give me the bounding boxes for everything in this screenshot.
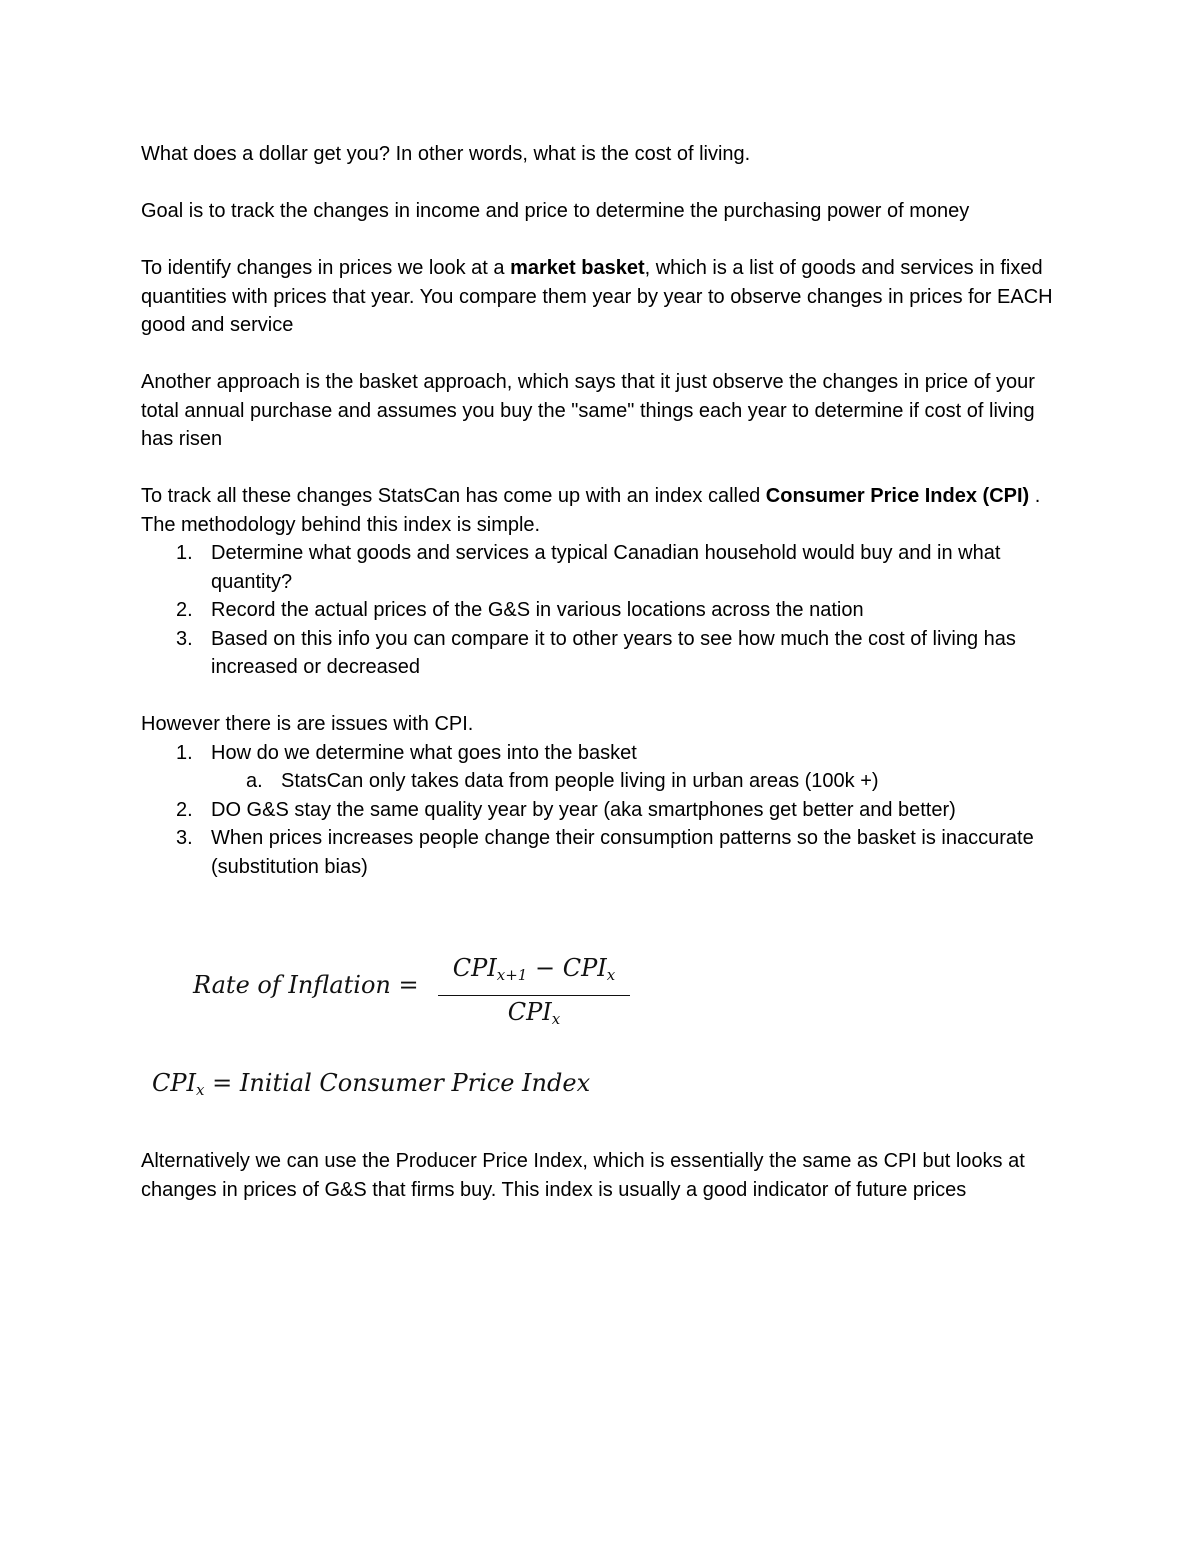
list-item-text: Determine what goods and services a typical Canadian household would buy and in what quantity? (211, 542, 1001, 593)
formula-lhs: Rate of Inflation = (193, 971, 419, 999)
sub-list-item-letter: a. (246, 770, 263, 792)
cpi-text-after: . The methodology behind this index is simple. (141, 485, 1041, 536)
list-item (141, 796, 1066, 825)
cpi-definition-formula (152, 1067, 590, 1106)
denominator-subscript: x (551, 1010, 561, 1028)
formula-denominator (438, 996, 630, 1035)
producer-price-index-section (141, 1147, 1066, 1204)
cpi-paragraph (141, 482, 1066, 539)
cpi-methodology-list (141, 539, 1066, 682)
list-item-number: 3. (176, 627, 193, 650)
list-item-text: Based on this info you can compare it to other years to see how much the cost of living has increased or decreased (211, 627, 1016, 678)
cpi-issues-list (141, 739, 1066, 882)
formula-numerator (438, 950, 630, 996)
goal-paragraph: Goal is to track the changes in income and price to determine the purchasing power of money (141, 200, 970, 222)
intro-question: What does a dollar get you? In other words, what is the cost of living. (141, 143, 751, 165)
list-item-number: 1. (176, 741, 193, 764)
cpi-issues-heading: However there is are issues with CPI. (141, 713, 474, 735)
producer-price-index-paragraph: Alternatively we can use the Producer Price Index, which is essentially the same as CPI but looks at changes in prices of G&S that firms buy. This index is usually a good indicator of future prices (141, 1150, 1025, 1201)
basket-approach-paragraph: Another approach is the basket approach, which says that it just observe the changes in price of your total annual purchase and assumes you buy the "same" things each year to determine if cost of living has risen (141, 371, 1035, 450)
list-item-number: 3. (176, 827, 193, 849)
numerator-term-b: CPI (562, 954, 607, 982)
cpi-text-before: To track all these changes StatsCan has come up with an index called (141, 485, 766, 507)
formula-lhs-subscript: x (196, 1081, 205, 1099)
document-body (141, 140, 1066, 881)
numerator-term-a: CPI (452, 954, 497, 982)
list-item (141, 739, 1066, 796)
sub-list-item (211, 767, 1066, 796)
list-item-text: How do we determine what goes into the basket (211, 741, 637, 764)
formula-fraction (438, 950, 630, 1035)
numerator-term-b-subscript: x (606, 966, 616, 984)
cpi-term: Consumer Price Index (CPI) (765, 485, 1030, 507)
list-item-number: 1. (176, 542, 193, 564)
list-item-number: 2. (176, 798, 193, 821)
sub-list (211, 767, 1066, 796)
market-basket-text-after: , which is a list of goods and services in fixed quantities with prices that year. You compare them year by year to observe changes in prices for EACH good and service (141, 257, 1053, 336)
list-item (141, 625, 1066, 682)
formula-rhs: = Initial Consumer Price Index (204, 1069, 591, 1097)
market-basket-text-before: To identify changes in prices we look at a (141, 257, 511, 279)
formula-lhs: CPI (152, 1069, 196, 1097)
sub-list-item-text: StatsCan only takes data from people living in urban areas (100k +) (281, 770, 879, 792)
list-item-text: Record the actual prices of the G&S in various locations across the nation (211, 599, 864, 621)
list-item (141, 539, 1066, 596)
list-item-text: When prices increases people change their consumption patterns so the basket is inaccurate (substitution bias) (211, 827, 1034, 878)
list-item-text: DO G&S stay the same quality year by year (aka smartphones get better and better) (211, 798, 956, 821)
market-basket-term: market basket (510, 257, 645, 279)
minus-sign: − (527, 954, 563, 982)
list-item-number: 2. (176, 599, 193, 621)
list-item (141, 596, 1066, 625)
numerator-term-a-subscript: x+1 (496, 966, 528, 984)
market-basket-paragraph (141, 254, 1066, 340)
denominator-term: CPI (507, 998, 552, 1026)
list-item (141, 824, 1066, 881)
inflation-rate-formula (193, 950, 713, 1030)
